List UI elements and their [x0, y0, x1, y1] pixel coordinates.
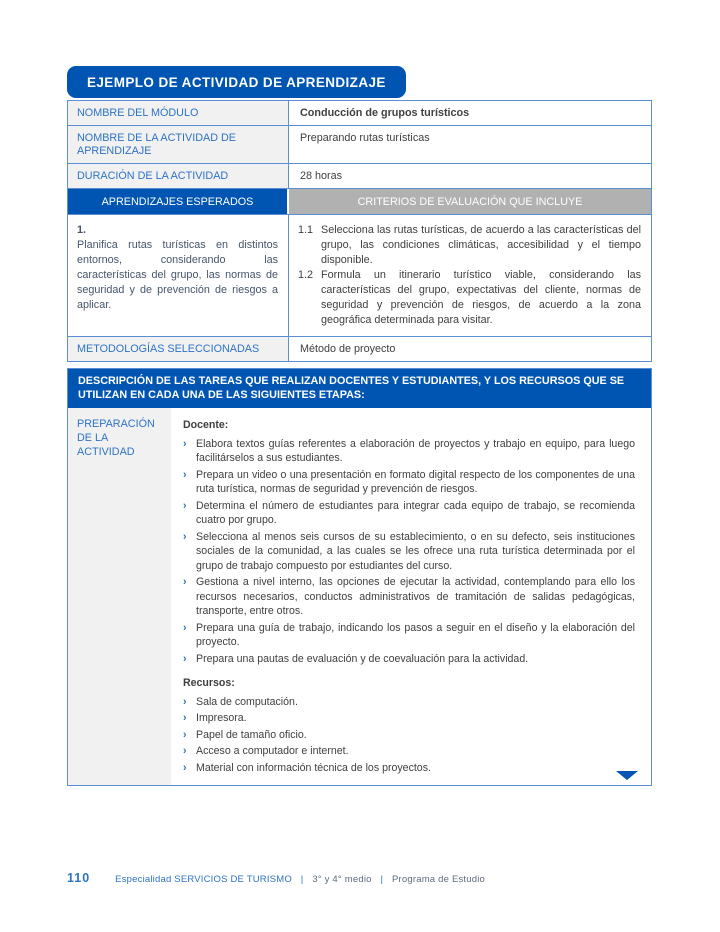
- criterion-text: Selecciona las rutas turísticas, de acuerdo a las características del grupo, las condiciones climáticas, accesibilidad y el tiempo disponible.: [321, 224, 641, 266]
- activity-info-table: [67, 100, 652, 362]
- list-item-text: Determina el número de estudiantes para integrar cada equipo de trabajo, se recomienda cuatro por grupo.: [196, 499, 635, 526]
- bullet-icon: ›: [183, 468, 187, 481]
- table-row-methodology: [68, 336, 651, 361]
- bullet-icon: ›: [183, 437, 187, 450]
- bullet-icon: ›: [183, 712, 187, 724]
- list-item: [183, 530, 635, 574]
- list-item-text: Material con información técnica de los proyectos.: [196, 761, 431, 774]
- learning-text: Planifica rutas turísticas en distintos entornos, considerando las características del grupo, las normas de seguridad y de prevención de riesgos a aplicar.: [77, 239, 278, 311]
- bullet-icon: ›: [183, 728, 187, 741]
- bullet-icon: ›: [183, 621, 187, 634]
- page-footer: [67, 871, 485, 885]
- footer-text: [115, 874, 485, 885]
- footer-separator: |: [380, 874, 384, 885]
- list-item: [183, 761, 635, 776]
- tasks-description-table: [67, 368, 652, 786]
- list-item-text: Acceso a computador e internet.: [196, 745, 349, 757]
- criterion-number: 1.1: [298, 224, 314, 236]
- duration-label: DURACIÓN DE LA ACTIVIDAD: [68, 164, 289, 188]
- methodology-value: Método de proyecto: [300, 343, 396, 355]
- list-item-text: Papel de tamaño oficio.: [196, 728, 307, 741]
- tasks-description-banner: DESCRIPCIÓN DE LAS TAREAS QUE REALIZAN DOCENTES Y ESTUDIANTES, Y LOS RECURSOS QUE SE UTILIZAN EN CADA UNA DE LAS SIGUIENTES ETAPAS:: [68, 369, 651, 408]
- list-item: [183, 621, 635, 650]
- module-label: NOMBRE DEL MÓDULO: [68, 101, 289, 125]
- duration-value: 28 horas: [300, 170, 343, 182]
- learning-criteria-row: [68, 214, 651, 336]
- list-item: [183, 575, 635, 619]
- list-item: [183, 437, 635, 466]
- footer-grade: 3° y 4° medio: [312, 874, 372, 885]
- expected-learning-cell: [68, 215, 289, 336]
- table-row-duration: [68, 163, 651, 188]
- preparation-stage-label: PREPARACIÓN DE LA ACTIVIDAD: [68, 408, 171, 785]
- list-item: [183, 711, 635, 726]
- methodology-label: METODOLOGÍAS SELECCIONADAS: [68, 337, 289, 361]
- page-title: EJEMPLO DE ACTIVIDAD DE APRENDIZAJE: [67, 66, 406, 98]
- criterion-text: Formula un itinerario turístico viable, considerando las características del grupo, expectativas del cliente, normas de seguridad y prevención de riesgos, de acuerdo a la zona geográfica determinada para visitar.: [321, 269, 641, 326]
- document-page: [67, 66, 652, 786]
- bullet-icon: ›: [183, 652, 187, 665]
- list-item: [183, 499, 635, 528]
- continuation-triangle-icon: [616, 771, 638, 780]
- list-item-text: Prepara una guía de trabajo, indicando los pasos a seguir en el diseño y la elaboración del proyecto.: [196, 621, 635, 648]
- bullet-icon: ›: [183, 761, 187, 774]
- criterion-number: 1.2: [298, 269, 314, 281]
- preparation-row: [68, 408, 651, 785]
- list-item: [183, 695, 635, 710]
- activity-name-label: NOMBRE DE LA ACTIVIDAD DE APRENDIZAJE: [68, 126, 289, 163]
- criterion-item: [298, 268, 641, 328]
- module-value: Conducción de grupos turísticos: [300, 107, 470, 119]
- criterion-item: [298, 223, 641, 268]
- list-item-text: Gestiona a nivel interno, las opciones de ejecutar la actividad, contemplando para ello los recursos necesarios, conductos administrativos de tramitación de salidas pedagógicas, transporte, entre otros.: [196, 576, 635, 617]
- evaluation-criteria-header: CRITERIOS DE EVALUACIÓN QUE INCLUYE: [289, 189, 651, 214]
- bullet-icon: ›: [183, 695, 187, 708]
- bullet-icon: ›: [183, 530, 187, 543]
- page-number: 110: [67, 871, 91, 885]
- bullet-icon: ›: [183, 745, 187, 757]
- recursos-heading: Recursos:: [183, 677, 235, 689]
- bullet-icon: ›: [183, 576, 187, 588]
- footer-separator: |: [300, 874, 304, 885]
- list-item-text: Prepara un video o una presentación en formato digital respecto de los componentes de una ruta turística, normas de seguridad y prevención de riesgos.: [196, 468, 635, 495]
- list-item-text: Prepara una pautas de evaluación y de coevaluación para la actividad.: [196, 652, 529, 665]
- docente-heading: Docente:: [183, 419, 229, 431]
- list-item-text: Selecciona al menos seis cursos de su establecimiento, o en su defecto, seis instituciones sociales de la comunidad, a las cuales se les ofrece una ruta turística determinada por el grupo de trabajo compuesto por estudiantes del curso.: [196, 530, 635, 572]
- activity-name-value: Preparando rutas turísticas: [300, 132, 430, 144]
- learning-number: 1.: [77, 224, 87, 236]
- list-item-text: Sala de computación.: [196, 695, 298, 708]
- expected-learning-header: APRENDIZAJES ESPERADOS: [68, 189, 289, 214]
- list-item: [183, 744, 635, 759]
- list-item: [183, 468, 635, 497]
- table-header-row: [68, 188, 651, 214]
- list-item-text: Elabora textos guías referentes a elaboración de proyectos y trabajo en equipo, para luego facilitárselos a sus estudiantes.: [196, 437, 635, 464]
- list-item: [183, 652, 635, 667]
- bullet-icon: ›: [183, 499, 187, 512]
- preparation-content: [171, 408, 651, 785]
- table-row-module: [68, 101, 651, 125]
- footer-program: Programa de Estudio: [391, 874, 486, 885]
- footer-specialty: Especialidad SERVICIOS DE TURISMO: [115, 874, 292, 885]
- list-item: [183, 728, 635, 743]
- criteria-cell: [289, 215, 651, 336]
- table-row-activity-name: [68, 125, 651, 163]
- list-item-text: Impresora.: [196, 712, 247, 724]
